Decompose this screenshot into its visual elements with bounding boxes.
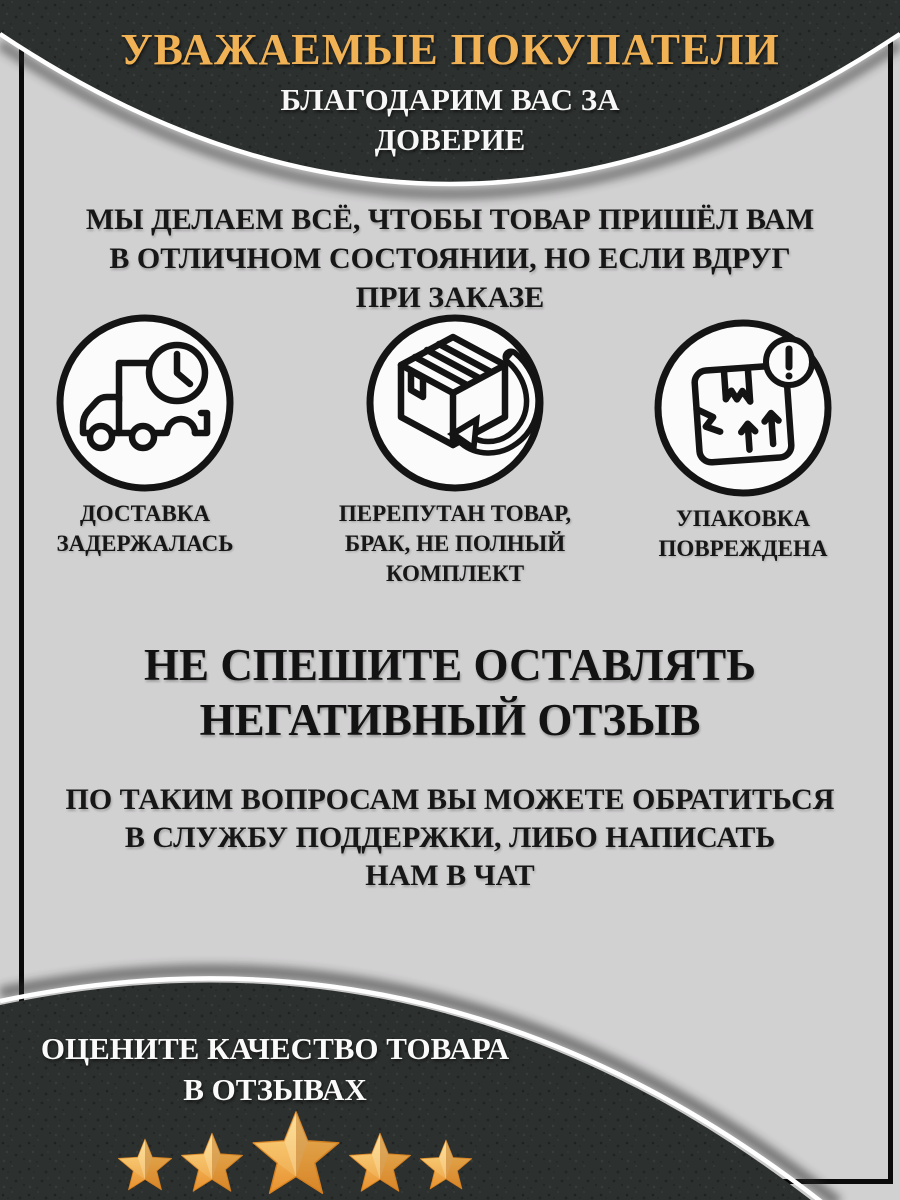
issue-damaged-packaging [593,318,893,564]
footer-title-line: ОЦЕНИТЕ КАЧЕСТВО ТОВАРА [40,1031,510,1066]
intro-line: В ОТЛИЧНОМ СОСТОЯНИИ, НО ЕСЛИ ВДРУГ [109,242,791,275]
issue-label-line: ЗАДЕРЖАЛАСЬ [56,531,234,556]
issue-label [0,499,295,559]
support-line: НАМ В ЧАТ [365,859,535,892]
header-subtitle-line: ДОВЕРИЕ [374,122,526,157]
star-rating [105,1104,485,1200]
warning-headline [20,638,880,748]
header-subtitle-line: БЛАГОДАРИМ ВАС ЗА [280,82,620,117]
issue-label-line: УПАКОВКА [675,506,810,531]
issue-label-line: ДОСТАВКА [79,501,211,526]
damaged-package-exclamation-icon [653,318,833,498]
support-text [20,781,880,895]
issue-label-line: ПЕРЕПУТАН ТОВАР, [338,501,572,526]
intro-text [20,200,880,317]
intro-line: ПРИ ЗАКАЗЕ [355,281,545,314]
support-line: В СЛУЖБУ ПОДДЕРЖКИ, ЛИБО НАПИСАТЬ [124,821,776,854]
star-icon [419,1139,473,1193]
issue-delivery-delayed [0,313,295,559]
footer-title [5,1028,545,1110]
star-icon [117,1138,173,1194]
issue-label [593,504,893,564]
warning-line: НЕГАТИВНЫЙ ОТЗЫВ [199,695,701,745]
issue-label-line: КОМПЛЕКТ [385,561,525,586]
issue-wrong-item [305,313,605,589]
intro-line: МЫ ДЕЛАЕМ ВСЁ, ЧТОБЫ ТОВАР ПРИШЁЛ ВАМ [85,203,815,236]
box-return-arrow-icon [365,313,545,493]
star-icon [251,1110,341,1200]
support-line: ПО ТАКИМ ВОПРОСАМ ВЫ МОЖЕТЕ ОБРАТИТЬСЯ [65,783,835,816]
warning-line: НЕ СПЕШИТЕ ОСТАВЛЯТЬ [144,640,756,690]
star-icon [348,1132,412,1196]
delivery-truck-clock-icon [55,313,235,493]
header-title: УВАЖАЕМЫЕ ПОКУПАТЕЛИ [120,25,780,74]
footer-title-line: В ОТЗЫВАХ [183,1072,367,1107]
star-icon [180,1132,244,1196]
issue-label-line: БРАК, НЕ ПОЛНЫЙ [344,531,566,556]
header-subtitle [0,80,900,160]
issue-label-line: ПОВРЕЖДЕНА [658,536,828,561]
issue-label [305,499,605,589]
